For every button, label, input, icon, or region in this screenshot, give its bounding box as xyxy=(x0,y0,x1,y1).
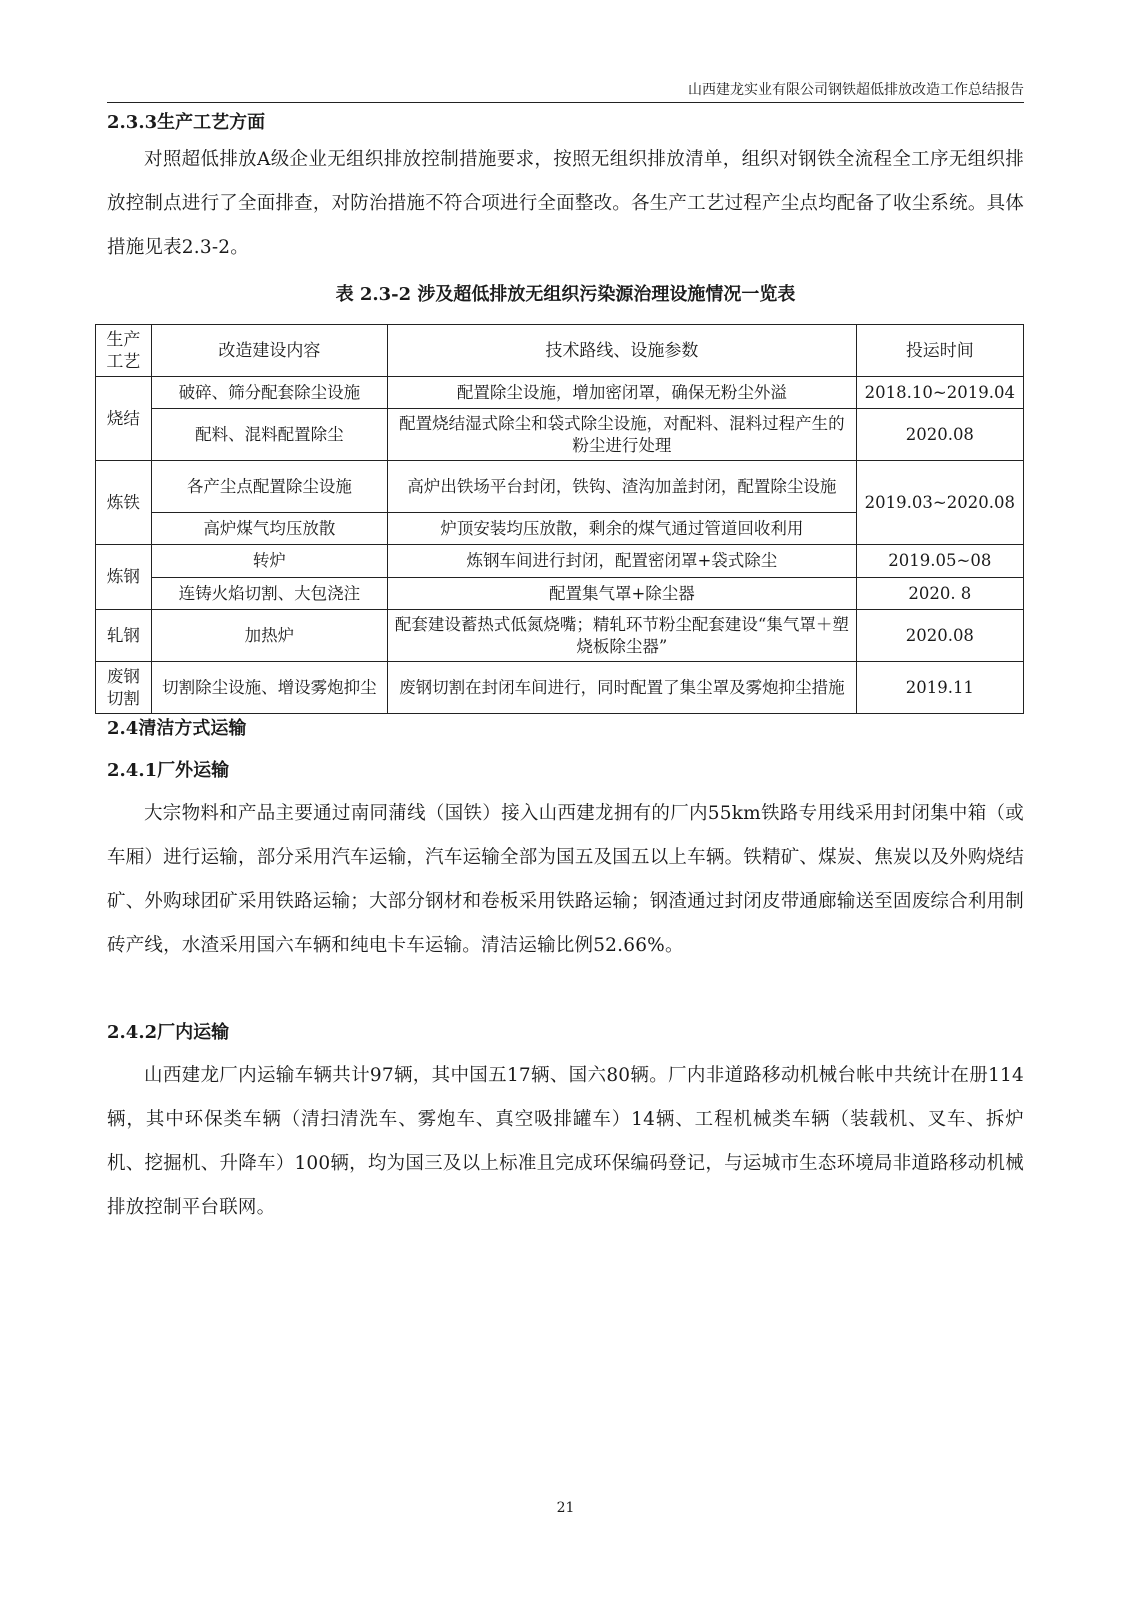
cell-tech: 配置集气罩+除尘器 xyxy=(388,578,857,610)
cell-process: 炼钢 xyxy=(96,545,152,610)
table-row xyxy=(96,377,1024,409)
table-header-row xyxy=(96,325,1024,377)
cell-process: 烧结 xyxy=(96,377,152,461)
section-paragraph-2-4-1: 大宗物料和产品主要通过南同蒲线（国铁）接入山西建龙拥有的厂内55km铁路专用线采用封闭集中箱（或车厢）进行运输，部分采用汽车运输，汽车运输全部为国五及国五以上车辆。铁精矿、煤炭、焦炭以及外购烧结矿、外购球团矿采用铁路运输；大部分钢材和卷板采用铁路运输；钢渣通过封闭皮带通廊输送至固废综合利用制砖产线，水渣采用国六车辆和纯电卡车运输。清洁运输比例52.66%。 xyxy=(107,803,1024,956)
table-row xyxy=(96,409,1024,461)
section-heading-2-4-1: 2.4.1厂外运输 xyxy=(107,760,230,781)
page-header xyxy=(107,78,1024,103)
cell-content: 高炉煤气均压放散 xyxy=(151,513,387,545)
cell-time: 2020.08 xyxy=(856,610,1023,662)
cell-process: 废钢切割 xyxy=(96,662,152,714)
cell-tech: 配套建设蓄热式低氮烧嘴；精轧环节粉尘配套建设“集气罩＋塑烧板除尘器” xyxy=(388,610,857,662)
table-row xyxy=(96,578,1024,610)
cell-content: 切割除尘设施、增设雾炮抑尘 xyxy=(151,662,387,714)
cell-tech: 配置烧结湿式除尘和袋式除尘设施，对配料、混料过程产生的粉尘进行处理 xyxy=(388,409,857,461)
cell-content: 破碎、筛分配套除尘设施 xyxy=(151,377,387,409)
cell-content: 加热炉 xyxy=(151,610,387,662)
cell-time: 2019.03~2020.08 xyxy=(856,461,1023,545)
section-paragraph-2-4-2: 山西建龙厂内运输车辆共计97辆，其中国五17辆、国六80辆。厂内非道路移动机械台帐中共统计在册114辆，其中环保类车辆（清扫清洗车、雾炮车、真空吸排罐车）14辆、工程机械类车辆（装载机、叉车、拆炉机、挖掘机、升降车）100辆，均为国三及以上标准且完成环保编码登记，与运城市生态环境局非道路移动机械排放控制平台联网。 xyxy=(107,1065,1024,1218)
cell-tech: 废钢切割在封闭车间进行，同时配置了集尘罩及雾炮抑尘措施 xyxy=(388,662,857,714)
cell-process: 轧钢 xyxy=(96,610,152,662)
section-heading-2-3-3: 2.3.3生产工艺方面 xyxy=(107,112,266,133)
cell-content: 连铸火焰切割、大包浇注 xyxy=(151,578,387,610)
cell-content: 各产尘点配置除尘设施 xyxy=(151,461,387,513)
table-row xyxy=(96,662,1024,714)
header-content: 改造建设内容 xyxy=(151,325,387,377)
cell-process: 炼铁 xyxy=(96,461,152,545)
cell-time: 2018.10~2019.04 xyxy=(856,377,1023,409)
facilities-table xyxy=(95,324,1024,714)
cell-tech: 炉顶安装均压放散，剩余的煤气通过管道回收利用 xyxy=(388,513,857,545)
cell-tech: 炼钢车间进行封闭，配置密闭罩+袋式除尘 xyxy=(388,545,857,578)
header-tech: 技术路线、设施参数 xyxy=(388,325,857,377)
section-heading-2-4: 2.4清洁方式运输 xyxy=(107,718,247,739)
cell-time: 2020. 8 xyxy=(856,578,1023,610)
cell-tech: 配置除尘设施，增加密闭罩，确保无粉尘外溢 xyxy=(388,377,857,409)
cell-time: 2019.05~08 xyxy=(856,545,1023,578)
header-title: 山西建龙实业有限公司钢铁超低排放改造工作总结报告 xyxy=(688,82,1024,98)
header-process: 生产工艺 xyxy=(96,325,152,377)
cell-tech: 高炉出铁场平台封闭，铁钩、渣沟加盖封闭，配置除尘设施 xyxy=(388,461,857,513)
section-paragraph-2-3-3: 对照超低排放A级企业无组织排放控制措施要求，按照无组织排放清单，组织对钢铁全流程全工序无组织排放控制点进行了全面排查，对防治措施不符合项进行全面整改。各生产工艺过程产尘点均配备了收尘系统。具体措施见表2.3-2。 xyxy=(107,149,1024,258)
section-heading-2-4-2: 2.4.2厂内运输 xyxy=(107,1022,230,1043)
page-number: 21 xyxy=(556,1500,575,1516)
table-caption: 表 2.3-2 涉及超低排放无组织污染源治理设施情况一览表 xyxy=(335,284,796,305)
table-row xyxy=(96,461,1024,513)
cell-time: 2019.11 xyxy=(856,662,1023,714)
header-time: 投运时间 xyxy=(856,325,1023,377)
cell-content: 配料、混料配置除尘 xyxy=(151,409,387,461)
cell-time: 2020.08 xyxy=(856,409,1023,461)
table-row xyxy=(96,545,1024,578)
table-row xyxy=(96,610,1024,662)
cell-content: 转炉 xyxy=(151,545,387,578)
